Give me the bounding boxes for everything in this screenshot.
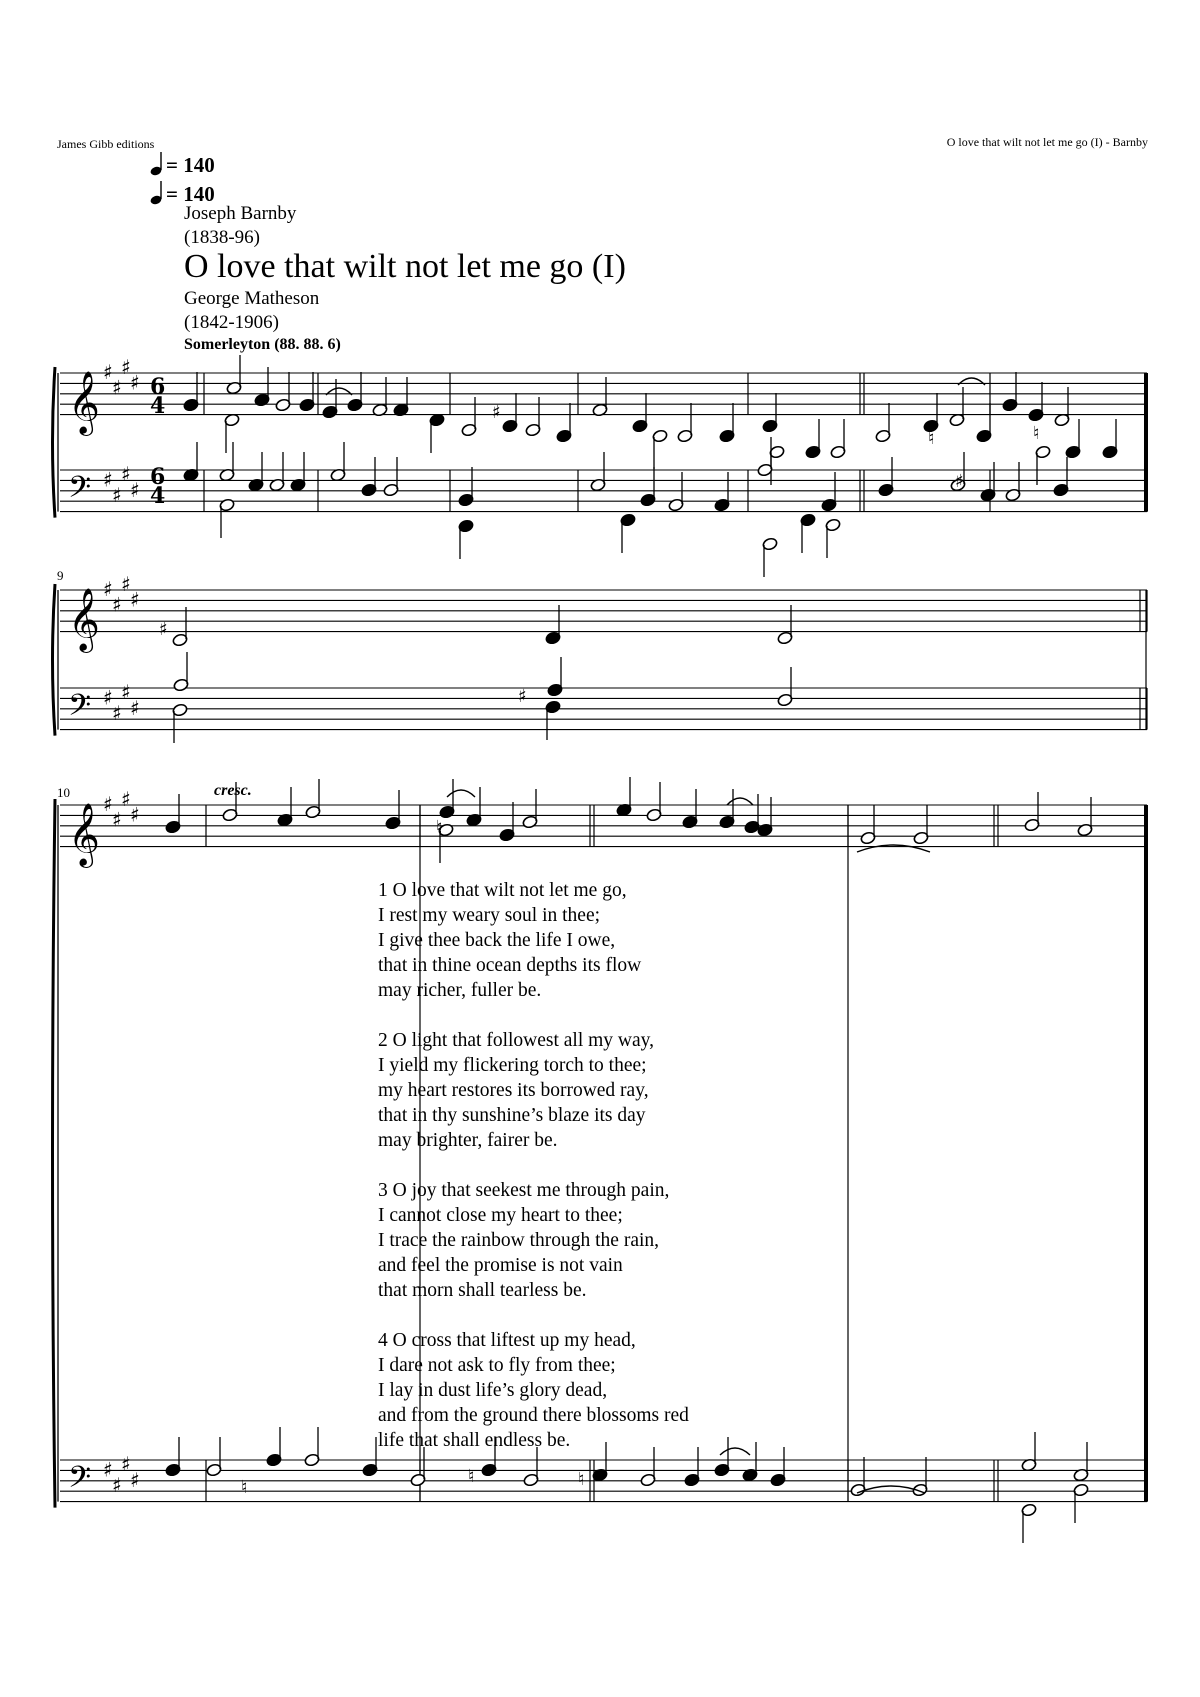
sharp-icon: ♯ bbox=[112, 1473, 122, 1497]
sharp-icon: ♯ bbox=[130, 802, 140, 827]
clefs bbox=[68, 371, 100, 1503]
verse-line: I cannot close my heart to thee; bbox=[378, 1205, 623, 1226]
sharp-icon: ♯ bbox=[112, 701, 122, 725]
verse-line: 3 O joy that seekest me through pain, bbox=[378, 1180, 670, 1201]
sharp-icon: ♯ bbox=[103, 685, 113, 710]
sharp-icon: ♯ bbox=[112, 483, 122, 507]
sharp-icon: ♯ bbox=[112, 375, 122, 400]
sharp-icon: ♯ bbox=[121, 462, 131, 487]
composer-name: Joseph Barnby bbox=[184, 203, 297, 224]
sharp-icon: ♯ bbox=[112, 592, 122, 617]
natural-icon: ♮ bbox=[241, 1477, 248, 1498]
verse-line: I give thee back the life I owe, bbox=[378, 930, 616, 951]
verse-line: and from the ground there blossoms red bbox=[378, 1405, 689, 1426]
verse-line: I yield my flickering torch to thee; bbox=[378, 1055, 647, 1076]
verse-2 bbox=[378, 1028, 689, 1153]
sharp-icon: ♯ bbox=[103, 360, 113, 384]
sharp-icon: ♯ bbox=[103, 577, 113, 601]
sharp-icon: ♯ bbox=[518, 686, 527, 707]
verse-line: I rest my weary soul in thee; bbox=[378, 905, 601, 926]
bass-clef-icon: 𝄢 bbox=[68, 689, 92, 731]
tempo-value-2: = 140 bbox=[166, 182, 215, 206]
key-signatures bbox=[103, 355, 140, 1497]
tie bbox=[447, 790, 475, 797]
tie bbox=[727, 798, 753, 805]
verse-line: I lay in dust life’s glory dead, bbox=[378, 1380, 608, 1401]
hymn-title: O love that wilt not let me go (I) bbox=[184, 248, 626, 285]
sharp-icon: ♯ bbox=[103, 792, 113, 816]
natural-icon: ♮ bbox=[928, 428, 935, 449]
treble-clef-icon: 𝄞 bbox=[68, 370, 100, 434]
composer-dates: (1838-96) bbox=[184, 227, 260, 248]
sharp-icon: ♯ bbox=[159, 619, 168, 640]
sharp-icon: ♯ bbox=[112, 807, 122, 832]
verse-line: I trace the rainbow through the rain, bbox=[378, 1230, 660, 1251]
sharp-icon: ♯ bbox=[121, 1452, 131, 1477]
verse-3 bbox=[378, 1178, 689, 1303]
running-title: O love that wilt not let me go (I) - Barnby bbox=[946, 135, 1148, 149]
sharp-icon: ♯ bbox=[492, 402, 501, 423]
measure-number-9: 9 bbox=[57, 568, 64, 583]
publisher-header: James Gibb editions bbox=[57, 137, 155, 151]
system-bracket bbox=[53, 584, 56, 736]
verse-line: may richer, fuller be. bbox=[378, 980, 542, 1001]
cresc-marking: cresc. bbox=[214, 782, 252, 799]
time-sig-bottom: 4 bbox=[150, 393, 166, 419]
verse-line: 2 O light that followest all my way, bbox=[378, 1030, 655, 1051]
sharp-icon: ♯ bbox=[103, 467, 113, 492]
treble-clef-icon: 𝄞 bbox=[68, 587, 100, 651]
verse-line: that morn shall tearless be. bbox=[378, 1280, 587, 1301]
author-name: George Matheson bbox=[184, 288, 320, 309]
system-bracket bbox=[53, 799, 56, 1508]
measure-number-10: 10 bbox=[57, 785, 70, 800]
verse-line: 1 O love that wilt not let me go, bbox=[378, 880, 627, 901]
author-dates: (1842-1906) bbox=[184, 312, 279, 333]
time-sig-top: 6 bbox=[150, 464, 166, 490]
time-sig-bottom: 4 bbox=[150, 483, 166, 509]
natural-icon: ♮ bbox=[1033, 423, 1040, 444]
verse-1 bbox=[378, 878, 689, 1003]
verse-line: life that shall endless be. bbox=[378, 1430, 571, 1451]
verse-line: and feel the promise is not vain bbox=[378, 1255, 623, 1276]
bass-clef-icon: 𝄢 bbox=[68, 1461, 92, 1503]
sharp-icon: ♯ bbox=[103, 1457, 113, 1482]
bass-clef-icon: 𝄢 bbox=[68, 471, 92, 513]
verse-line: 4 O cross that liftest up my head, bbox=[378, 1330, 636, 1351]
sharp-icon: ♯ bbox=[955, 471, 964, 492]
sharp-icon: ♯ bbox=[130, 370, 140, 395]
natural-icon: ♮ bbox=[468, 1466, 475, 1487]
tempo-value-1: = 140 bbox=[166, 153, 215, 177]
sharp-icon: ♯ bbox=[130, 695, 140, 720]
sharp-icon: ♯ bbox=[121, 680, 131, 705]
verses-block bbox=[378, 878, 689, 1478]
sharp-icon: ♯ bbox=[121, 354, 131, 379]
natural-icon: ♮ bbox=[578, 1469, 585, 1490]
time-sig-top: 6 bbox=[150, 374, 166, 400]
tune-name: Somerleyton (88. 88. 6) bbox=[184, 336, 341, 353]
sharp-icon: ♯ bbox=[130, 587, 140, 612]
tie bbox=[720, 1448, 750, 1455]
sharp-icon: ♯ bbox=[121, 786, 131, 811]
system-bracket bbox=[53, 367, 56, 518]
treble-clef-icon: 𝄞 bbox=[68, 802, 100, 866]
verse-4 bbox=[378, 1328, 689, 1453]
verse-line: that in thine ocean depths its flow bbox=[378, 955, 642, 976]
sharp-icon: ♯ bbox=[121, 571, 131, 596]
sharp-icon: ♯ bbox=[130, 1467, 140, 1492]
verse-line: that in thy sunshine’s blaze its day bbox=[378, 1105, 646, 1126]
tie bbox=[958, 378, 985, 385]
verse-line: my heart restores its borrowed ray, bbox=[378, 1080, 649, 1101]
verse-line: I dare not ask to fly from thee; bbox=[378, 1355, 616, 1376]
sharp-icon: ♯ bbox=[130, 477, 140, 502]
natural-icon: ♮ bbox=[436, 817, 443, 838]
verse-line: may brighter, fairer be. bbox=[378, 1130, 558, 1151]
